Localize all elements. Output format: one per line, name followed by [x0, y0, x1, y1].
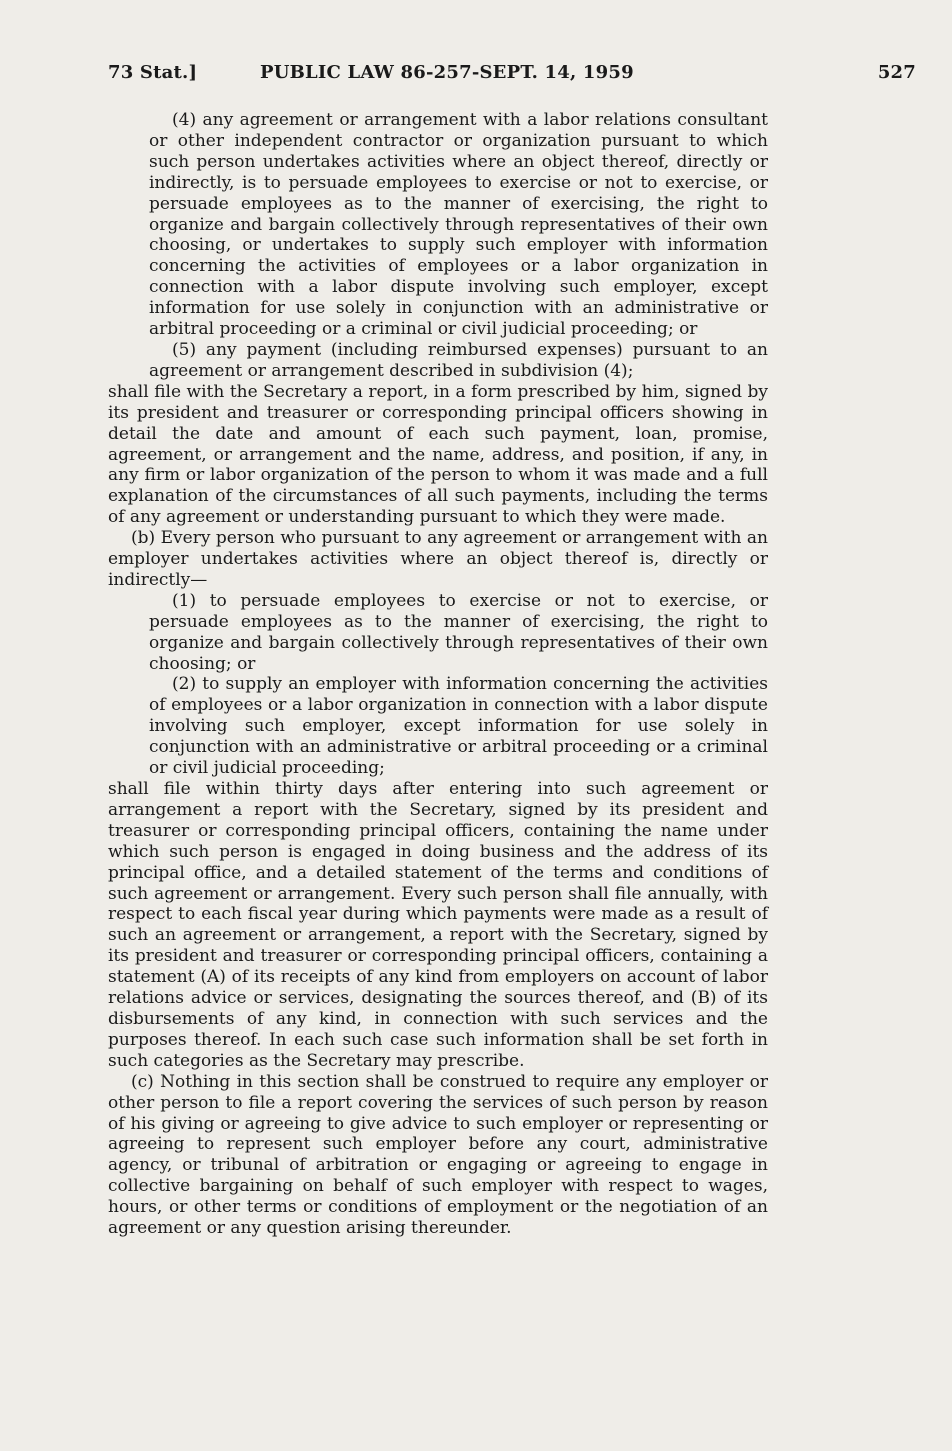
paragraph-a4: (4) any agreement or arrangement with a labor relations consultant or other independent contractor or organization pursuant to which such person undertakes activities where an object thereof, directly or indirectly, is to persuade employees to exercise or not to exercise, or persuade employees as to the manner of exercising, the right to organize and bargain collectively through representatives of their own choosing, or undertakes to supply such employer with information concerning the activities of employees or a labor organization in connection with a labor dispute involving such employer, except information for use solely in conjunction with an administrative or arbitral proceeding or a criminal or civil judicial proceeding; or — [149, 110, 768, 340]
paragraph-b1: (1) to persuade employees to exercise or not to exercise, or persuade employees as to the manner of exercising, the right to organize and bargain collectively through representatives of their own choosing; or — [149, 590, 768, 674]
document-body — [108, 110, 768, 1239]
paragraph-b2: (2) to supply an employer with information concerning the activities of employees or a labor organization in connection with a labor dispute involving such employer, except information for use solely in conjunction with an administrative or arbitral proceeding or a criminal or civil judicial proceeding; — [149, 674, 768, 779]
paragraph-b-filing: shall file within thirty days after entering into such agreement or arrangement a report with the Secretary, signed by its president and treasurer or corresponding principal officers, containing the name under which such person is engaged in doing business and the address of its principal office, and a detailed statement of the terms and conditions of such agreement or arrangement. Every such person shall file annually, with respect to each fiscal year during which payments were made as a result of such an agreement or arrangement, a report with the Secretary, signed by its president and treasurer or corresponding principal officers, containing a statement (A) of its receipts of any kind from employers on account of labor relations advice or services, designating the sources thereof, and (B) of its disbursements of any kind, in connection with such services and the purposes thereof. In each such case such information shall be set forth in such categories as the Secretary may prescribe. — [108, 779, 768, 1071]
paragraph-a-filing: shall file with the Secretary a report, in a form prescribed by him, signed by its president and treasurer or corresponding principal officers showing in detail the date and amount of each such payment, loan, promise, agreement, or arrangement and the name, address, and position, if any, in any firm or labor organization of the person to whom it was made and a full explanation of the circumstances of all such payments, including the terms of any agreement or understanding pursuant to which they were made. — [108, 381, 768, 528]
paragraph-c: (c) Nothing in this section shall be construed to require any employer or other person to file a report covering the services of such person by reason of his giving or agreeing to give advice to such employer or representing or agreeing to represent such employer before any court, administrative agency, or tribunal of arbitration or engaging or agreeing to engage in collective bargaining on behalf of such employer with respect to wages, hours, or other terms or conditions of employment or the negotiation of an agreement or any question arising thereunder. — [108, 1071, 768, 1239]
page-title: PUBLIC LAW 86-257-SEPT. 14, 1959 — [260, 62, 634, 83]
page-header — [108, 62, 916, 88]
paragraph-b: (b) Every person who pursuant to any agreement or arrangement with an employer undertakes activities where an object thereof is, directly or indirectly— — [108, 528, 768, 590]
paragraph-a5: (5) any payment (including reimbursed expenses) pursuant to an agreement or arrangement described in subdivision (4); — [149, 339, 768, 381]
page-number: 527 — [877, 62, 916, 83]
stat-reference: 73 Stat.] — [108, 62, 198, 83]
